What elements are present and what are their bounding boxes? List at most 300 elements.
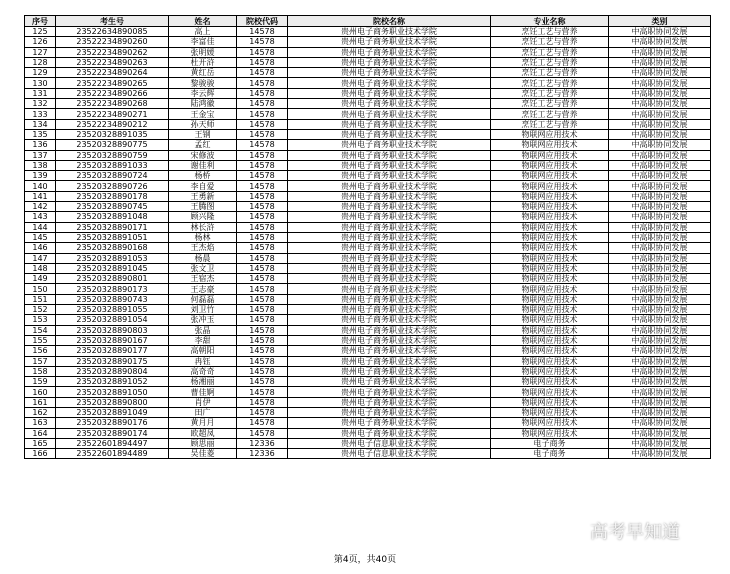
cell-category: 中高职协同发展 bbox=[609, 191, 711, 201]
cell-school-code: 14578 bbox=[237, 253, 288, 263]
cell-exam-id: 23520328891049 bbox=[56, 407, 169, 417]
cell-school-name: 贵州电子信息职业技术学院 bbox=[288, 449, 491, 459]
cell-major: 物联网应用技术 bbox=[491, 325, 609, 335]
cell-name: 林长浒 bbox=[169, 222, 237, 232]
cell-school-name: 贵州电子商务职业技术学院 bbox=[288, 191, 491, 201]
cell-index: 153 bbox=[25, 315, 56, 325]
cell-exam-id: 23520328890803 bbox=[56, 325, 169, 335]
cell-index: 138 bbox=[25, 160, 56, 170]
cell-exam-id: 23520328891050 bbox=[56, 387, 169, 397]
cell-exam-id: 23520328890177 bbox=[56, 346, 169, 356]
cell-school-name: 贵州电子商务职业技术学院 bbox=[288, 181, 491, 191]
table-row bbox=[25, 366, 711, 376]
cell-exam-id: 23522234890268 bbox=[56, 99, 169, 109]
table-row bbox=[25, 202, 711, 212]
cell-category: 中高职协同发展 bbox=[609, 202, 711, 212]
cell-school-name: 贵州电子商务职业技术学院 bbox=[288, 274, 491, 284]
table-row bbox=[25, 315, 711, 325]
cell-school-name: 贵州电子商务职业技术学院 bbox=[288, 356, 491, 366]
table-row bbox=[25, 232, 711, 242]
cell-category: 中高职协同发展 bbox=[609, 37, 711, 47]
cell-exam-id: 23520328891055 bbox=[56, 305, 169, 315]
cell-major: 电子商务 bbox=[491, 449, 609, 459]
table-row bbox=[25, 129, 711, 139]
cell-exam-id: 23520328890724 bbox=[56, 171, 169, 181]
cell-category: 中高职协同发展 bbox=[609, 294, 711, 304]
cell-school-code: 14578 bbox=[237, 150, 288, 160]
cell-index: 141 bbox=[25, 191, 56, 201]
cell-school-name: 贵州电子商务职业技术学院 bbox=[288, 202, 491, 212]
cell-category: 中高职协同发展 bbox=[609, 397, 711, 407]
table-row bbox=[25, 119, 711, 129]
cell-major: 物联网应用技术 bbox=[491, 305, 609, 315]
cell-major: 烹饪工艺与营养 bbox=[491, 88, 609, 98]
cell-name: 王杰焰 bbox=[169, 243, 237, 253]
cell-exam-id: 23522234890260 bbox=[56, 37, 169, 47]
cell-exam-id: 23520328890175 bbox=[56, 356, 169, 366]
table-row bbox=[25, 274, 711, 284]
cell-exam-id: 23520328891054 bbox=[56, 315, 169, 325]
cell-school-code: 14578 bbox=[237, 88, 288, 98]
cell-major: 烹饪工艺与营养 bbox=[491, 57, 609, 67]
table-row bbox=[25, 78, 711, 88]
cell-name: 李云辉 bbox=[169, 88, 237, 98]
cell-name: 张晶 bbox=[169, 325, 237, 335]
cell-school-code: 14578 bbox=[237, 407, 288, 417]
table-row bbox=[25, 191, 711, 201]
cell-name: 高上 bbox=[169, 27, 237, 37]
table-row bbox=[25, 253, 711, 263]
cell-school-name: 贵州电子商务职业技术学院 bbox=[288, 325, 491, 335]
cell-exam-id: 23520328890167 bbox=[56, 335, 169, 345]
cell-name: 陆鸿徽 bbox=[169, 99, 237, 109]
cell-name: 杨晨 bbox=[169, 253, 237, 263]
cell-category: 中高职协同发展 bbox=[609, 305, 711, 315]
cell-major: 物联网应用技术 bbox=[491, 366, 609, 376]
cell-major: 物联网应用技术 bbox=[491, 140, 609, 150]
cell-index: 150 bbox=[25, 284, 56, 294]
cell-major: 物联网应用技术 bbox=[491, 377, 609, 387]
cell-exam-id: 23520328890745 bbox=[56, 202, 169, 212]
cell-school-code: 14578 bbox=[237, 78, 288, 88]
cell-major: 物联网应用技术 bbox=[491, 387, 609, 397]
cell-school-code: 14578 bbox=[237, 315, 288, 325]
table-row bbox=[25, 325, 711, 335]
cell-index: 155 bbox=[25, 335, 56, 345]
cell-category: 中高职协同发展 bbox=[609, 140, 711, 150]
cell-index: 158 bbox=[25, 366, 56, 376]
cell-index: 165 bbox=[25, 438, 56, 448]
cell-major: 物联网应用技术 bbox=[491, 191, 609, 201]
cell-school-name: 贵州电子商务职业技术学院 bbox=[288, 263, 491, 273]
cell-exam-id: 23522234890263 bbox=[56, 57, 169, 67]
cell-school-name: 贵州电子商务职业技术学院 bbox=[288, 243, 491, 253]
table-row bbox=[25, 294, 711, 304]
cell-name: 王志豪 bbox=[169, 284, 237, 294]
cell-category: 中高职协同发展 bbox=[609, 57, 711, 67]
cell-category: 中高职协同发展 bbox=[609, 109, 711, 119]
cell-index: 160 bbox=[25, 387, 56, 397]
cell-exam-id: 23520328890176 bbox=[56, 418, 169, 428]
cell-major: 烹饪工艺与营养 bbox=[491, 109, 609, 119]
cell-school-name: 贵州电子商务职业技术学院 bbox=[288, 305, 491, 315]
cell-name: 黎骏骏 bbox=[169, 78, 237, 88]
cell-name: 曹佳婀 bbox=[169, 387, 237, 397]
header-name: 姓名 bbox=[169, 16, 237, 27]
cell-exam-id: 23522234890262 bbox=[56, 47, 169, 57]
cell-school-code: 14578 bbox=[237, 27, 288, 37]
table-row bbox=[25, 438, 711, 448]
cell-index: 132 bbox=[25, 99, 56, 109]
cell-name: 肖伊 bbox=[169, 397, 237, 407]
cell-school-code: 14578 bbox=[237, 243, 288, 253]
cell-name: 张冲玉 bbox=[169, 315, 237, 325]
cell-major: 物联网应用技术 bbox=[491, 418, 609, 428]
cell-name: 何磊磊 bbox=[169, 294, 237, 304]
cell-category: 中高职协同发展 bbox=[609, 449, 711, 459]
cell-school-name: 贵州电子商务职业技术学院 bbox=[288, 315, 491, 325]
cell-category: 中高职协同发展 bbox=[609, 47, 711, 57]
table-row bbox=[25, 160, 711, 170]
cell-category: 中高职协同发展 bbox=[609, 68, 711, 78]
table-row bbox=[25, 212, 711, 222]
cell-category: 中高职协同发展 bbox=[609, 346, 711, 356]
cell-school-code: 14578 bbox=[237, 212, 288, 222]
cell-major: 物联网应用技术 bbox=[491, 150, 609, 160]
page-footer: 第4页，共40页 bbox=[333, 555, 397, 565]
cell-index: 157 bbox=[25, 356, 56, 366]
cell-major: 物联网应用技术 bbox=[491, 129, 609, 139]
cell-name: 王金宝 bbox=[169, 109, 237, 119]
cell-name: 李甜 bbox=[169, 335, 237, 345]
cell-school-code: 14578 bbox=[237, 335, 288, 345]
cell-exam-id: 23520328890800 bbox=[56, 397, 169, 407]
cell-name: 杨湘丽 bbox=[169, 377, 237, 387]
cell-major: 物联网应用技术 bbox=[491, 346, 609, 356]
cell-major: 物联网应用技术 bbox=[491, 335, 609, 345]
cell-name: 吴佳菱 bbox=[169, 449, 237, 459]
table-row bbox=[25, 88, 711, 98]
cell-exam-id: 23522634890085 bbox=[56, 27, 169, 37]
cell-category: 中高职协同发展 bbox=[609, 263, 711, 273]
cell-exam-id: 23520328891045 bbox=[56, 263, 169, 273]
cell-major: 物联网应用技术 bbox=[491, 202, 609, 212]
cell-name: 王勇新 bbox=[169, 191, 237, 201]
cell-index: 140 bbox=[25, 181, 56, 191]
cell-category: 中高职协同发展 bbox=[609, 171, 711, 181]
cell-category: 中高职协同发展 bbox=[609, 418, 711, 428]
cell-category: 中高职协同发展 bbox=[609, 335, 711, 345]
cell-school-code: 14578 bbox=[237, 232, 288, 242]
table-row bbox=[25, 99, 711, 109]
cell-index: 128 bbox=[25, 57, 56, 67]
cell-major: 物联网应用技术 bbox=[491, 171, 609, 181]
cell-major: 烹饪工艺与营养 bbox=[491, 47, 609, 57]
cell-major: 物联网应用技术 bbox=[491, 181, 609, 191]
cell-category: 中高职协同发展 bbox=[609, 119, 711, 129]
cell-major: 物联网应用技术 bbox=[491, 407, 609, 417]
cell-exam-id: 23522234890266 bbox=[56, 88, 169, 98]
cell-school-code: 14578 bbox=[237, 37, 288, 47]
cell-index: 145 bbox=[25, 232, 56, 242]
cell-school-code: 14578 bbox=[237, 377, 288, 387]
cell-school-code: 14578 bbox=[237, 160, 288, 170]
cell-name: 黄红岳 bbox=[169, 68, 237, 78]
cell-school-code: 14578 bbox=[237, 119, 288, 129]
cell-category: 中高职协同发展 bbox=[609, 284, 711, 294]
cell-major: 物联网应用技术 bbox=[491, 428, 609, 438]
header-category: 类别 bbox=[609, 16, 711, 27]
cell-exam-id: 23522234890264 bbox=[56, 68, 169, 78]
cell-major: 物联网应用技术 bbox=[491, 274, 609, 284]
cell-exam-id: 23520328890801 bbox=[56, 274, 169, 284]
cell-school-name: 贵州电子商务职业技术学院 bbox=[288, 212, 491, 222]
table-row bbox=[25, 356, 711, 366]
cell-school-name: 贵州电子商务职业技术学院 bbox=[288, 407, 491, 417]
cell-major: 物联网应用技术 bbox=[491, 253, 609, 263]
cell-category: 中高职协同发展 bbox=[609, 377, 711, 387]
cell-school-name: 贵州电子商务职业技术学院 bbox=[288, 335, 491, 345]
cell-name: 顾思丽 bbox=[169, 438, 237, 448]
cell-category: 中高职协同发展 bbox=[609, 387, 711, 397]
cell-school-code: 14578 bbox=[237, 181, 288, 191]
cell-school-name: 贵州电子商务职业技术学院 bbox=[288, 294, 491, 304]
cell-major: 烹饪工艺与营养 bbox=[491, 99, 609, 109]
cell-school-name: 贵州电子商务职业技术学院 bbox=[288, 428, 491, 438]
cell-major: 物联网应用技术 bbox=[491, 243, 609, 253]
table-row bbox=[25, 397, 711, 407]
header-major: 专业名称 bbox=[491, 16, 609, 27]
cell-index: 151 bbox=[25, 294, 56, 304]
cell-school-name: 贵州电子信息职业技术学院 bbox=[288, 438, 491, 448]
cell-school-code: 14578 bbox=[237, 222, 288, 232]
cell-major: 物联网应用技术 bbox=[491, 315, 609, 325]
cell-school-code: 14578 bbox=[237, 274, 288, 284]
cell-index: 130 bbox=[25, 78, 56, 88]
cell-school-name: 贵州电子商务职业技术学院 bbox=[288, 109, 491, 119]
cell-index: 131 bbox=[25, 88, 56, 98]
cell-category: 中高职协同发展 bbox=[609, 232, 711, 242]
table-row bbox=[25, 263, 711, 273]
cell-school-code: 14578 bbox=[237, 191, 288, 201]
cell-school-name: 贵州电子商务职业技术学院 bbox=[288, 171, 491, 181]
cell-major: 烹饪工艺与营养 bbox=[491, 78, 609, 88]
cell-school-name: 贵州电子商务职业技术学院 bbox=[288, 47, 491, 57]
cell-index: 154 bbox=[25, 325, 56, 335]
cell-exam-id: 23522601894497 bbox=[56, 438, 169, 448]
cell-category: 中高职协同发展 bbox=[609, 407, 711, 417]
cell-major: 烹饪工艺与营养 bbox=[491, 119, 609, 129]
cell-exam-id: 23520328890171 bbox=[56, 222, 169, 232]
cell-exam-id: 23520328891051 bbox=[56, 232, 169, 242]
table-row bbox=[25, 47, 711, 57]
cell-index: 156 bbox=[25, 346, 56, 356]
cell-school-code: 14578 bbox=[237, 263, 288, 273]
cell-school-name: 贵州电子商务职业技术学院 bbox=[288, 119, 491, 129]
cell-school-name: 贵州电子商务职业技术学院 bbox=[288, 27, 491, 37]
cell-name: 谢佳利 bbox=[169, 160, 237, 170]
cell-school-code: 14578 bbox=[237, 57, 288, 67]
cell-index: 164 bbox=[25, 428, 56, 438]
cell-category: 中高职协同发展 bbox=[609, 160, 711, 170]
cell-category: 中高职协同发展 bbox=[609, 274, 711, 284]
cell-index: 159 bbox=[25, 377, 56, 387]
cell-major: 烹饪工艺与营养 bbox=[491, 37, 609, 47]
cell-index: 134 bbox=[25, 119, 56, 129]
cell-major: 物联网应用技术 bbox=[491, 212, 609, 222]
cell-school-name: 贵州电子商务职业技术学院 bbox=[288, 397, 491, 407]
cell-school-name: 贵州电子商务职业技术学院 bbox=[288, 129, 491, 139]
cell-index: 137 bbox=[25, 150, 56, 160]
cell-school-code: 14578 bbox=[237, 129, 288, 139]
cell-category: 中高职协同发展 bbox=[609, 88, 711, 98]
table-row bbox=[25, 109, 711, 119]
cell-index: 144 bbox=[25, 222, 56, 232]
cell-school-name: 贵州电子商务职业技术学院 bbox=[288, 150, 491, 160]
cell-school-code: 14578 bbox=[237, 109, 288, 119]
cell-exam-id: 23520328891053 bbox=[56, 253, 169, 263]
cell-name: 高朝阳 bbox=[169, 346, 237, 356]
cell-exam-id: 23522234890271 bbox=[56, 109, 169, 119]
cell-exam-id: 23522234890265 bbox=[56, 78, 169, 88]
cell-category: 中高职协同发展 bbox=[609, 243, 711, 253]
cell-school-name: 贵州电子商务职业技术学院 bbox=[288, 78, 491, 88]
admission-table bbox=[24, 15, 711, 459]
cell-school-code: 14578 bbox=[237, 366, 288, 376]
cell-name: 张明媛 bbox=[169, 47, 237, 57]
cell-exam-id: 23522601894489 bbox=[56, 449, 169, 459]
table-row bbox=[25, 407, 711, 417]
cell-school-code: 14578 bbox=[237, 305, 288, 315]
cell-school-code: 14578 bbox=[237, 202, 288, 212]
cell-category: 中高职协同发展 bbox=[609, 315, 711, 325]
cell-exam-id: 23520328890804 bbox=[56, 366, 169, 376]
header-school-code: 院校代码 bbox=[237, 16, 288, 27]
table-row bbox=[25, 37, 711, 47]
cell-name: 孟红 bbox=[169, 140, 237, 150]
cell-school-name: 贵州电子商务职业技术学院 bbox=[288, 253, 491, 263]
cell-school-name: 贵州电子商务职业技术学院 bbox=[288, 346, 491, 356]
cell-index: 133 bbox=[25, 109, 56, 119]
table-row bbox=[25, 428, 711, 438]
cell-exam-id: 23520328890174 bbox=[56, 428, 169, 438]
cell-index: 147 bbox=[25, 253, 56, 263]
cell-index: 139 bbox=[25, 171, 56, 181]
cell-index: 127 bbox=[25, 47, 56, 57]
cell-school-code: 12336 bbox=[237, 438, 288, 448]
cell-category: 中高职协同发展 bbox=[609, 27, 711, 37]
cell-exam-id: 23520328890178 bbox=[56, 191, 169, 201]
cell-exam-id: 23520328890168 bbox=[56, 243, 169, 253]
cell-index: 135 bbox=[25, 129, 56, 139]
cell-index: 161 bbox=[25, 397, 56, 407]
cell-school-code: 14578 bbox=[237, 47, 288, 57]
watermark: 高考早知道 bbox=[590, 522, 680, 543]
cell-school-code: 14578 bbox=[237, 171, 288, 181]
cell-name: 李富佳 bbox=[169, 37, 237, 47]
cell-school-code: 14578 bbox=[237, 68, 288, 78]
cell-school-code: 14578 bbox=[237, 325, 288, 335]
table-row bbox=[25, 284, 711, 294]
cell-school-name: 贵州电子商务职业技术学院 bbox=[288, 160, 491, 170]
cell-exam-id: 23520328891033 bbox=[56, 160, 169, 170]
cell-name: 王钢 bbox=[169, 129, 237, 139]
cell-index: 163 bbox=[25, 418, 56, 428]
table-row bbox=[25, 387, 711, 397]
cell-major: 物联网应用技术 bbox=[491, 397, 609, 407]
header-school-name: 院校名称 bbox=[288, 16, 491, 27]
cell-index: 148 bbox=[25, 263, 56, 273]
cell-index: 152 bbox=[25, 305, 56, 315]
cell-name: 张文卫 bbox=[169, 263, 237, 273]
table-row bbox=[25, 171, 711, 181]
header-exam-id: 考生号 bbox=[56, 16, 169, 27]
cell-category: 中高职协同发展 bbox=[609, 366, 711, 376]
cell-school-name: 贵州电子商务职业技术学院 bbox=[288, 387, 491, 397]
table-row bbox=[25, 57, 711, 67]
cell-exam-id: 23520328891052 bbox=[56, 377, 169, 387]
cell-index: 126 bbox=[25, 37, 56, 47]
cell-school-code: 14578 bbox=[237, 428, 288, 438]
cell-index: 136 bbox=[25, 140, 56, 150]
cell-category: 中高职协同发展 bbox=[609, 325, 711, 335]
cell-school-name: 贵州电子商务职业技术学院 bbox=[288, 366, 491, 376]
cell-exam-id: 23520328891048 bbox=[56, 212, 169, 222]
cell-category: 中高职协同发展 bbox=[609, 253, 711, 263]
table-row bbox=[25, 150, 711, 160]
cell-exam-id: 23520328890173 bbox=[56, 284, 169, 294]
cell-category: 中高职协同发展 bbox=[609, 222, 711, 232]
cell-major: 烹饪工艺与营养 bbox=[491, 27, 609, 37]
cell-name: 顾兴隆 bbox=[169, 212, 237, 222]
cell-exam-id: 23522234890212 bbox=[56, 119, 169, 129]
cell-school-code: 12336 bbox=[237, 449, 288, 459]
cell-school-code: 14578 bbox=[237, 418, 288, 428]
cell-major: 物联网应用技术 bbox=[491, 222, 609, 232]
cell-name: 李自爱 bbox=[169, 181, 237, 191]
cell-major: 物联网应用技术 bbox=[491, 232, 609, 242]
cell-name: 田广 bbox=[169, 407, 237, 417]
table-row bbox=[25, 68, 711, 78]
cell-name: 刘卫竹 bbox=[169, 305, 237, 315]
cell-name: 王腾图 bbox=[169, 202, 237, 212]
cell-name: 冉钰 bbox=[169, 356, 237, 366]
cell-exam-id: 23520328890726 bbox=[56, 181, 169, 191]
cell-major: 烹饪工艺与营养 bbox=[491, 68, 609, 78]
cell-major: 物联网应用技术 bbox=[491, 263, 609, 273]
cell-school-name: 贵州电子商务职业技术学院 bbox=[288, 377, 491, 387]
table-row bbox=[25, 346, 711, 356]
table-row bbox=[25, 305, 711, 315]
cell-major: 电子商务 bbox=[491, 438, 609, 448]
cell-major: 物联网应用技术 bbox=[491, 356, 609, 366]
cell-exam-id: 23520328890759 bbox=[56, 150, 169, 160]
cell-school-name: 贵州电子商务职业技术学院 bbox=[288, 418, 491, 428]
cell-category: 中高职协同发展 bbox=[609, 150, 711, 160]
cell-school-name: 贵州电子商务职业技术学院 bbox=[288, 37, 491, 47]
cell-school-name: 贵州电子商务职业技术学院 bbox=[288, 222, 491, 232]
table-row bbox=[25, 27, 711, 37]
table-row bbox=[25, 377, 711, 387]
cell-index: 146 bbox=[25, 243, 56, 253]
cell-school-code: 14578 bbox=[237, 346, 288, 356]
cell-major: 物联网应用技术 bbox=[491, 160, 609, 170]
cell-school-name: 贵州电子商务职业技术学院 bbox=[288, 284, 491, 294]
cell-school-code: 14578 bbox=[237, 387, 288, 397]
cell-school-name: 贵州电子商务职业技术学院 bbox=[288, 140, 491, 150]
table-row bbox=[25, 335, 711, 345]
cell-index: 129 bbox=[25, 68, 56, 78]
